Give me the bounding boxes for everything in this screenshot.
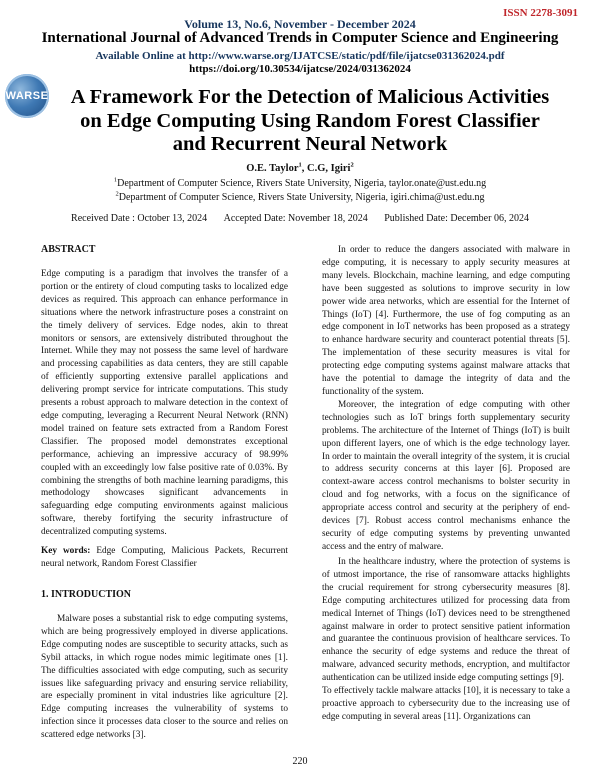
keywords-text: Edge Computing, Malicious Packets, Recurrent neural network, Random Forest Classifier bbox=[41, 546, 288, 569]
right-column-lower bbox=[322, 556, 570, 724]
authors bbox=[0, 163, 600, 174]
introduction-heading-text: 1. INTRODUCTION bbox=[41, 589, 132, 600]
received-date: Received Date : October 13, 2024 bbox=[71, 213, 208, 224]
affiliation-sup: 2 bbox=[115, 190, 119, 198]
affiliation-text: Department of Computer Science, Rivers State University, Nigeria, taylor.onate@ust.edu.ng bbox=[117, 178, 487, 189]
keywords-label: Key words: bbox=[41, 546, 91, 556]
body-paragraph: In order to reduce the dangers associated with malware in edge computing, it is necessary to apply security measures at many levels. Blockchain, machine learning, and edge computing have been suggested as solutions to improve security in low power wide area networks, which are essential for the Internet of Things (IoT) [4]. Furthermore, the use of fog computing as an edge component in IoT networks has been proposed as a strategy to enhance hardware security and counteract potential threats [5]. The implementation of these security measures is vital for protecting edge computing systems against malware attacks that have the potential to damage the integrity of data and the functionality of the system. bbox=[322, 245, 570, 397]
right-column-upper bbox=[322, 244, 570, 554]
body-paragraph: In the healthcare industry, where the protection of systems is of utmost importance, the rise of ransomware attacks highlights the crucial requirement for strong cybersecurity measures [8]. Edge computing architectures utilized for processing data from medical Internet of Things (IoT) devices need to be strengthened against malware in order to protect sensitive patient information and guarantee the continuous provision of healthcare services. To enhance the security of edge systems and reduce the threat of malware, advanced security methods, encryption, and multifactor authentication can be utilized inside edge computing settings [9]. bbox=[322, 557, 570, 684]
published-date: Published Date: December 06, 2024 bbox=[384, 213, 529, 224]
accepted-date: Accepted Date: November 18, 2024 bbox=[223, 213, 368, 224]
affiliation-text: Department of Computer Science, Rivers State University, Nigeria, igiri.chima@ust.edu.ng bbox=[118, 192, 485, 203]
warse-logo bbox=[5, 74, 49, 118]
title-line: A Framework For the Detection of Malicious Activities bbox=[70, 86, 550, 108]
abstract-body bbox=[41, 268, 288, 539]
issn: ISSN 2278-3091 bbox=[503, 7, 578, 19]
introduction-heading bbox=[41, 589, 288, 602]
author-name: O.E. Taylor bbox=[246, 163, 299, 174]
title-line: on Edge Computing Using Random Forest Classifier bbox=[80, 109, 540, 132]
journal-volume: Volume 13, No.6, November - December 2024 bbox=[184, 17, 416, 31]
publication-dates bbox=[0, 213, 600, 224]
body-paragraph: To effectively tackle malware attacks [10], it is necessary to take a proactive approach to cybersecurity due to the increasing use of edge computing in several areas [11]. Organizations can bbox=[322, 686, 570, 722]
page-number: 220 bbox=[292, 756, 308, 767]
author-sup: 1 bbox=[298, 161, 302, 169]
abstract-heading bbox=[41, 244, 288, 257]
availability-link[interactable]: Available Online at http://www.warse.org/IJATCSE/static/pdf/file/ijatcse031362024.pdf bbox=[95, 50, 505, 62]
title-line: and Recurrent Neural Network bbox=[172, 133, 448, 155]
introduction-body bbox=[41, 613, 288, 742]
keywords bbox=[41, 545, 288, 571]
affiliation-2 bbox=[0, 192, 600, 203]
affiliation-1 bbox=[0, 178, 600, 189]
journal-title: International Journal of Advanced Trends in Computer Science and Engineering bbox=[41, 30, 559, 46]
paper-title bbox=[50, 86, 570, 157]
author-name: C.G, Igiri bbox=[307, 163, 351, 174]
author-sup: 2 bbox=[350, 161, 354, 169]
body-paragraph: Moreover, the integration of edge computing with other technologies such as IoT brings forth supplementary security problems. The architecture of the Internet of Things (IoT) is built upon different layers, one of which is the edge technology layer. In order to maintain the overall integrity of the system, it is crucial to address security concerns at this layer [6]. Proposed are context-aware access control mechanisms to bolster security in cloud and fog networks, with a focus on the significance of appropriate access control and security at the periphery of end-devices [7]. Robust access control mechanisms enhance the security of edge computing systems by preventing unwanted access and the entry of malware. bbox=[322, 399, 570, 552]
abstract-heading-text: ABSTRACT bbox=[41, 244, 96, 255]
doi-link[interactable]: https://doi.org/10.30534/ijatcse/2024/031362024 bbox=[189, 63, 411, 75]
author-separator: , bbox=[301, 163, 307, 174]
logo-text: WARSE bbox=[5, 90, 49, 102]
affiliation-sup: 1 bbox=[113, 176, 118, 184]
intro-paragraph: Malware poses a substantial risk to edge computing systems, which are being progressively employed in diverse applications. Edge computing nodes are susceptible to security attacks, such as Sybil attacks, in which rogue nodes mimic legitimate ones [1]. The difficulties associated with edge computing, such as security issues like safeguarding privacy and ensuring service reliability, are especially prominent in vital industries like agriculture [2]. Edge computing increases the vulnerability of systems to infection since it processes data closer to the source and relies on scattered edge networks [3]. bbox=[41, 614, 288, 741]
abstract-text: Edge computing is a paradigm that involves the transfer of a portion or the entirety of cloud computing tasks to localized edge devices as required. This approach can enhance performance in situations where the network infrastructure poses a constraint on the timely delivery of services. Edge nodes, akin to threat monitors or sensors, are extensively distributed throughout the Internet. While they may not possess the same level of hardware and processing capabilities as data centers, they are still capable of efficiently supporting extensive parallel applications and delivering prompt service for intricate computations. This study presents a robust approach to malware detection in the context of edge computing, leveraging a Recurrent Neural Network (RNN) model trained on feature sets extracted from a Random Forest Classifier. The proposed model demonstrates exceptional performance, achieving an impressive accuracy of 98.99% coupled with an exceedingly low false positive rate of 0.03%. By combining the strengths of both machine learning paradigms, this methodology showcases significant advancements in safeguarding edge computing environments against malicious software, thereby fortifying the security infrastructure of decentralized computing systems. bbox=[41, 269, 288, 538]
